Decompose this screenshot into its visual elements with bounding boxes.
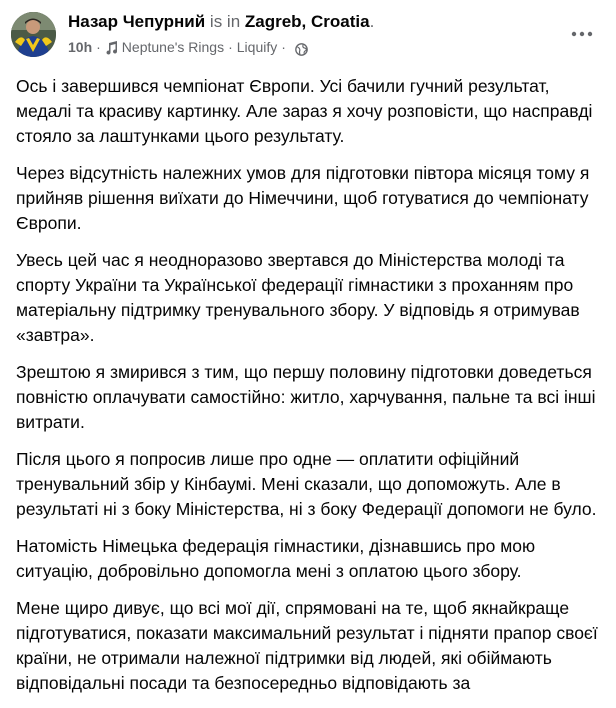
music-note-icon xyxy=(105,40,118,54)
meta-separator: · xyxy=(281,39,286,55)
post-paragraph: Ось і завершився чемпіонат Європи. Усі бачили гучний результат, медалі та красиву картинку. Але зараз я хочу розповісти, що насправді стояло за лаштунками цього результату. xyxy=(16,76,593,146)
post-paragraph: Натомість Німецька федерація гімнастики, дізнавшись про мою ситуацію, добровільно допомогла мені з оплатою цього збору. xyxy=(16,536,536,581)
post-paragraph: Зрештою я змирився з тим, що першу половину підготовки доведеться повністю оплачувати самостійно: житло, харчування, пальне та всі інші витрати. xyxy=(16,362,596,432)
post-paragraph: Увесь цей час я неодноразово звертався до Міністерства молоді та спорту України та Української федерації гімнастики з проханням про матеріальну підтримку тренувального збору. У відповідь я отримував «завтра». xyxy=(16,250,580,345)
post-time-link[interactable]: 10h xyxy=(68,39,93,55)
more-options-button[interactable] xyxy=(564,20,600,48)
post-paragraph: Мене щиро дивує, що всі мої дії, спрямовані на те, щоб якнайкраще підготуватися, показати максимальний результат і підняти прапор своєї країни, не отримали належної підтримки від людей, які обіймають відповідальні посади та безпосередньо відповідають за xyxy=(16,598,598,693)
author-line xyxy=(68,11,374,33)
music-artist-link[interactable]: Liquify xyxy=(236,39,278,55)
post-meta xyxy=(68,37,308,57)
period-text: . xyxy=(369,12,375,31)
post-paragraph: Через відсутність належних умов для підготовки півтора місяця тому я прийняв рішення виїхати до Німеччини, щоб готуватися до чемпіонату Європи. xyxy=(16,163,590,233)
post-header xyxy=(0,0,616,68)
globe-icon[interactable] xyxy=(295,41,308,54)
post-paragraph: Після цього я попросив лише про одне — оплатити офіційний тренувальний збір у Кінбаумі. Мені сказали, що допоможуть. Але в результаті ні з боку Міністерства, ні з боку Федерації допомоги не було. xyxy=(16,449,597,519)
post-text xyxy=(16,74,606,708)
meta-separator: · xyxy=(96,39,101,55)
avatar[interactable] xyxy=(11,12,56,57)
more-horizontal-icon xyxy=(571,31,593,37)
place-link[interactable]: Zagreb, Croatia xyxy=(244,12,370,31)
is-in-text: is in xyxy=(205,12,245,31)
music-track-link[interactable]: Neptune's Rings xyxy=(121,39,225,55)
avatar-photo-icon xyxy=(11,12,56,57)
meta-separator: · xyxy=(228,39,233,55)
author-name-link[interactable]: Назар Чепурний xyxy=(68,12,206,31)
